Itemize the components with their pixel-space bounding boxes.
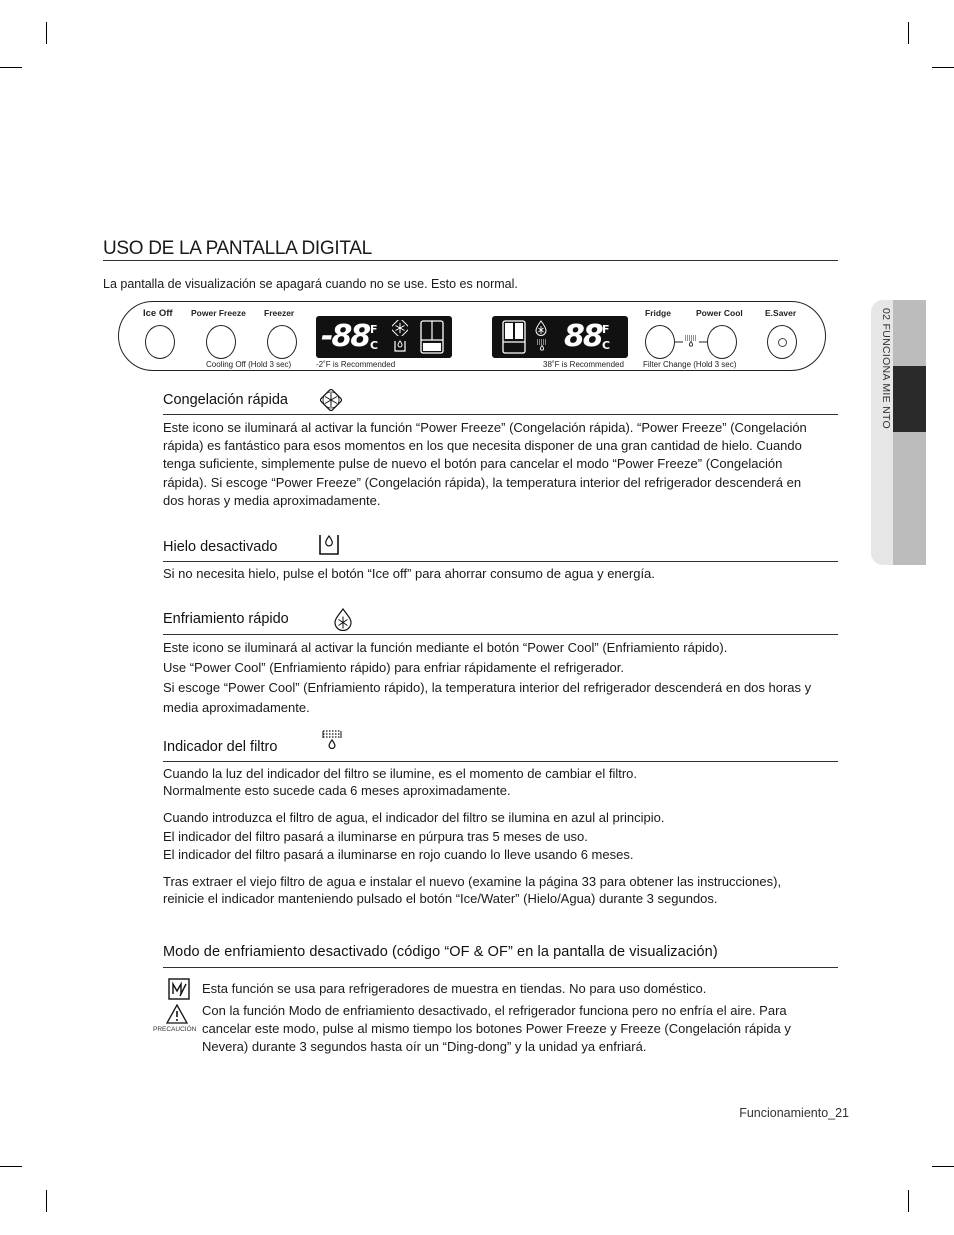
section-rule bbox=[163, 561, 838, 562]
crop-mark bbox=[908, 22, 909, 44]
filter-line: Cuando introduzca el filtro de agua, el indicador del filtro se ilumina en azul al principio. bbox=[163, 810, 665, 825]
freezer-door-icon bbox=[420, 320, 444, 354]
section-heading-ice-off: Hielo desactivado bbox=[163, 539, 278, 555]
power-freeze-description: Este icono se iluminará al activar la función “Power Freeze” (Congelación rápida). “Power Freeze” (Congelación rápida) es fantástico para esos momentos en los que necesita disponer de una gran cantidad de hielo. Cuando tenga suficiente, simplemente pulse de nuevo el botón para cancelar el modo “Power Freeze” (Congelación rápida). Si escoge “Power Freeze” (Congelación rápida), la temperatura interior del refrigerador descenderá en dos horas y media aproximadamente. bbox=[163, 420, 807, 508]
section-rule bbox=[163, 967, 838, 968]
filter-line: El indicador del filtro pasará a iluminarse en rojo cuando lo lleve usando 6 meses. bbox=[163, 847, 634, 862]
filter-paragraph-1 bbox=[163, 765, 813, 799]
fridge-door-icon bbox=[502, 320, 526, 354]
crop-mark bbox=[0, 1166, 22, 1167]
power-freeze-button[interactable] bbox=[206, 325, 236, 359]
filter-icon bbox=[536, 339, 548, 351]
page-footer: Funcionamiento_21 bbox=[739, 1106, 849, 1120]
freezer-temp-digits: -88 bbox=[321, 319, 370, 354]
power-cool-button[interactable] bbox=[707, 325, 737, 359]
section-heading-power-cool: Enfriamiento rápido bbox=[163, 611, 289, 627]
section-rule bbox=[163, 634, 838, 635]
esaver-button[interactable] bbox=[767, 325, 797, 359]
ice-off-icon bbox=[394, 338, 406, 352]
freezer-display bbox=[316, 316, 452, 358]
section-rule bbox=[163, 414, 838, 415]
unit-c: C bbox=[602, 339, 611, 352]
unit-f: F bbox=[370, 323, 378, 336]
cooling-off-label: Cooling Off (Hold 3 sec) bbox=[206, 360, 292, 369]
caution-label: PRECAUCIÓN bbox=[153, 1026, 197, 1033]
section-heading-filter: Indicador del filtro bbox=[163, 739, 278, 755]
power-cool-line: Use “Power Cool” (Enfriamiento rápido) para enfriar rápidamente el refrigerador. bbox=[163, 660, 624, 675]
power-freeze-icon bbox=[392, 320, 408, 336]
power-cool-icon bbox=[332, 607, 354, 631]
fridge-label: Fridge bbox=[645, 308, 671, 318]
section-rule bbox=[163, 761, 838, 762]
caution-icon bbox=[166, 1004, 188, 1024]
caution-text: Con la función Modo de enfriamiento desactivado, el refrigerador funciona pero no enfría el aire. Para cancelar este modo, pulse al mismo tiempo los botones Power Freeze y Freeze (Congelación rápida y Nevera) durante 3 segundos hasta oír un “Ding-dong” y la unidad ya enfriará. bbox=[202, 1003, 791, 1055]
esaver-label: E.Saver bbox=[765, 308, 797, 318]
ice-off-icon bbox=[318, 531, 340, 557]
filter-line: Normalmente esto sucede cada 6 meses aproximadamente. bbox=[163, 783, 511, 798]
section-heading-power-freeze: Congelación rápida bbox=[163, 392, 288, 408]
unit-c: C bbox=[370, 339, 379, 352]
section-heading-cooling-off: Modo de enfriamiento desactivado (código “OF & OF” en la pantalla de visualización) bbox=[163, 944, 718, 960]
freezer-label: Freezer bbox=[264, 308, 295, 318]
power-cool-line: Este icono se iluminará al activar la función mediante el botón “Power Cool” (Enfriamiento rápido). bbox=[163, 640, 728, 655]
crop-mark bbox=[932, 1166, 954, 1167]
power-cool-line: Si escoge “Power Cool” (Enfriamiento rápido), la temperatura interior del refrigerador descenderá en dos horas y media aproximadamente. bbox=[163, 680, 812, 715]
power-freeze-icon bbox=[318, 387, 344, 413]
note-text: Esta función se usa para refrigeradores de muestra en tiendas. No para uso doméstico. bbox=[202, 981, 707, 996]
ice-off-description: Si no necesita hielo, pulse el botón “Ice off” para ahorrar consumo de agua y energía. bbox=[163, 566, 655, 581]
page-title: USO DE LA PANTALLA DIGITAL bbox=[103, 238, 372, 259]
esaver-indicator bbox=[778, 338, 787, 347]
filter-paragraph-2 bbox=[163, 809, 813, 865]
filter-icon bbox=[321, 729, 343, 753]
control-panel bbox=[118, 301, 826, 371]
power-freeze-label: Power Freeze bbox=[191, 308, 246, 318]
intro-text: La pantalla de visualización se apagará cuando no se use. Esto es normal. bbox=[103, 277, 518, 291]
filter-change-label: Filter Change (Hold 3 sec) bbox=[643, 360, 737, 369]
chapter-tab-label: 02 FUNCIONA MIE NTO bbox=[880, 308, 892, 430]
power-cool-label: Power Cool bbox=[696, 308, 743, 318]
filter-line: El indicador del filtro pasará a iluminarse en púrpura tras 5 meses de uso. bbox=[163, 828, 588, 844]
crop-mark bbox=[46, 22, 47, 44]
freezer-recommend-label: -2˚F is Recommended bbox=[316, 360, 396, 369]
filter-link-icon bbox=[675, 334, 707, 350]
unit-f: F bbox=[602, 323, 610, 336]
fridge-temp-digits: 88 bbox=[564, 319, 602, 354]
ice-off-button[interactable] bbox=[145, 325, 175, 359]
chapter-tab-strip bbox=[893, 300, 926, 565]
chapter-tab-marker bbox=[893, 366, 926, 432]
filter-paragraph-3: Tras extraer el viejo filtro de agua e instalar el nuevo (examine la página 33 para obtener las instrucciones), reinicie el indicador manteniendo pulsado el botón “Ice/Water” (Hielo/Agua) durante 3 segundos. bbox=[163, 874, 782, 907]
crop-mark bbox=[932, 67, 954, 68]
fridge-recommend-label: 38˚F is Recommended bbox=[543, 360, 624, 369]
note-icon bbox=[168, 978, 190, 1000]
freezer-button[interactable] bbox=[267, 325, 297, 359]
ice-off-label: Ice Off bbox=[143, 308, 173, 319]
fridge-display bbox=[492, 316, 628, 358]
crop-mark bbox=[0, 67, 22, 68]
fridge-button[interactable] bbox=[645, 325, 675, 359]
filter-line: Cuando la luz del indicador del filtro se ilumine, es el momento de cambiar el filtro. bbox=[163, 766, 638, 781]
power-cool-icon bbox=[534, 320, 548, 336]
power-cool-description bbox=[163, 638, 813, 718]
crop-mark bbox=[908, 1190, 909, 1212]
title-rule bbox=[103, 260, 838, 261]
crop-mark bbox=[46, 1190, 47, 1212]
